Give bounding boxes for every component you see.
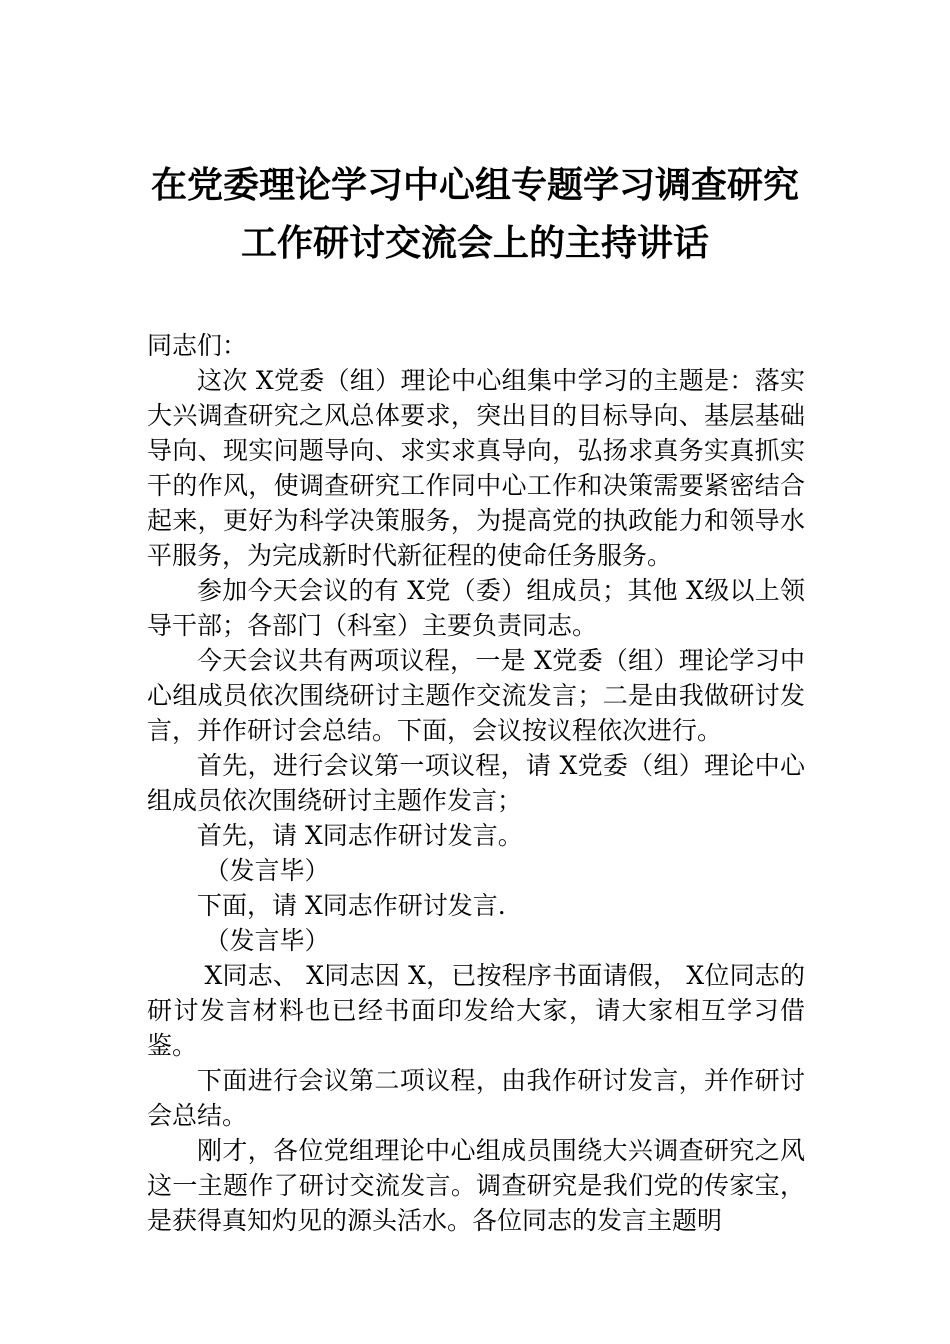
paragraph-summary: 刚才，各位党组理论中心组成员围绕大兴调查研究之风这一主题作了研讨交流发言。调查研究是我们党的传家宝，是获得真知灼见的源头活水。各位同志的发言主题明	[147, 1136, 805, 1235]
document-title	[0, 156, 950, 272]
paragraph-attendees: 参加今天会议的有 X党（委）组成员；其他 X级以上领导干部；各部门（科室）主要负责同志。	[147, 576, 805, 640]
title-line-2: 工作研讨交流会上的主持讲话	[240, 222, 709, 264]
paragraph-next-speaker: 下面，请 X同志作研讨发言.	[197, 891, 506, 920]
title-line-1: 在党委理论学习中心组专题学习调查研究	[150, 164, 799, 206]
paragraph-speech-end-2: （发言毕）	[204, 926, 330, 955]
paragraph-first-speaker: 首先，请 X同志作研讨发言。	[197, 821, 523, 850]
paragraph-agenda: 今天会议共有两项议程，一是 X党委（组）理论学习中心组成员依次围绕研讨主题作交流发言；二是由我做研讨发言，并作研讨会总结。下面，会议按议程依次进行。	[147, 646, 805, 745]
paragraph-theme: 这次 X党委（组）理论中心组集中学习的主题是：落实大兴调查研究之风总体要求，突出目的目标导向、基层基础导向、现实问题导向、求实求真导向，弘扬求真务实真抓实干的作风，使调查研究工作同中心工作和决策需要紧密结合起来，更好为科学决策服务，为提高党的执政能力和领导水平服务，为完成新时代新征程的使命任务服务。	[147, 366, 805, 570]
salutation: 同志们：	[147, 331, 248, 360]
paragraph-first-item: 首先，进行会议第一项议程，请 X党委（组）理论中心组成员依次围绕研讨主题作发言；	[147, 751, 805, 815]
document-body	[147, 328, 805, 1238]
paragraph-leave-note: X同志、 X同志因 X，已按程序书面请假， X位同志的研讨发言材料也已经书面印发给大家，请大家相互学习借鉴。	[147, 961, 805, 1060]
paragraph-speech-end-1: （发言毕）	[204, 856, 330, 885]
paragraph-second-item: 下面进行会议第二项议程，由我作研讨发言，并作研讨会总结。	[147, 1066, 805, 1130]
